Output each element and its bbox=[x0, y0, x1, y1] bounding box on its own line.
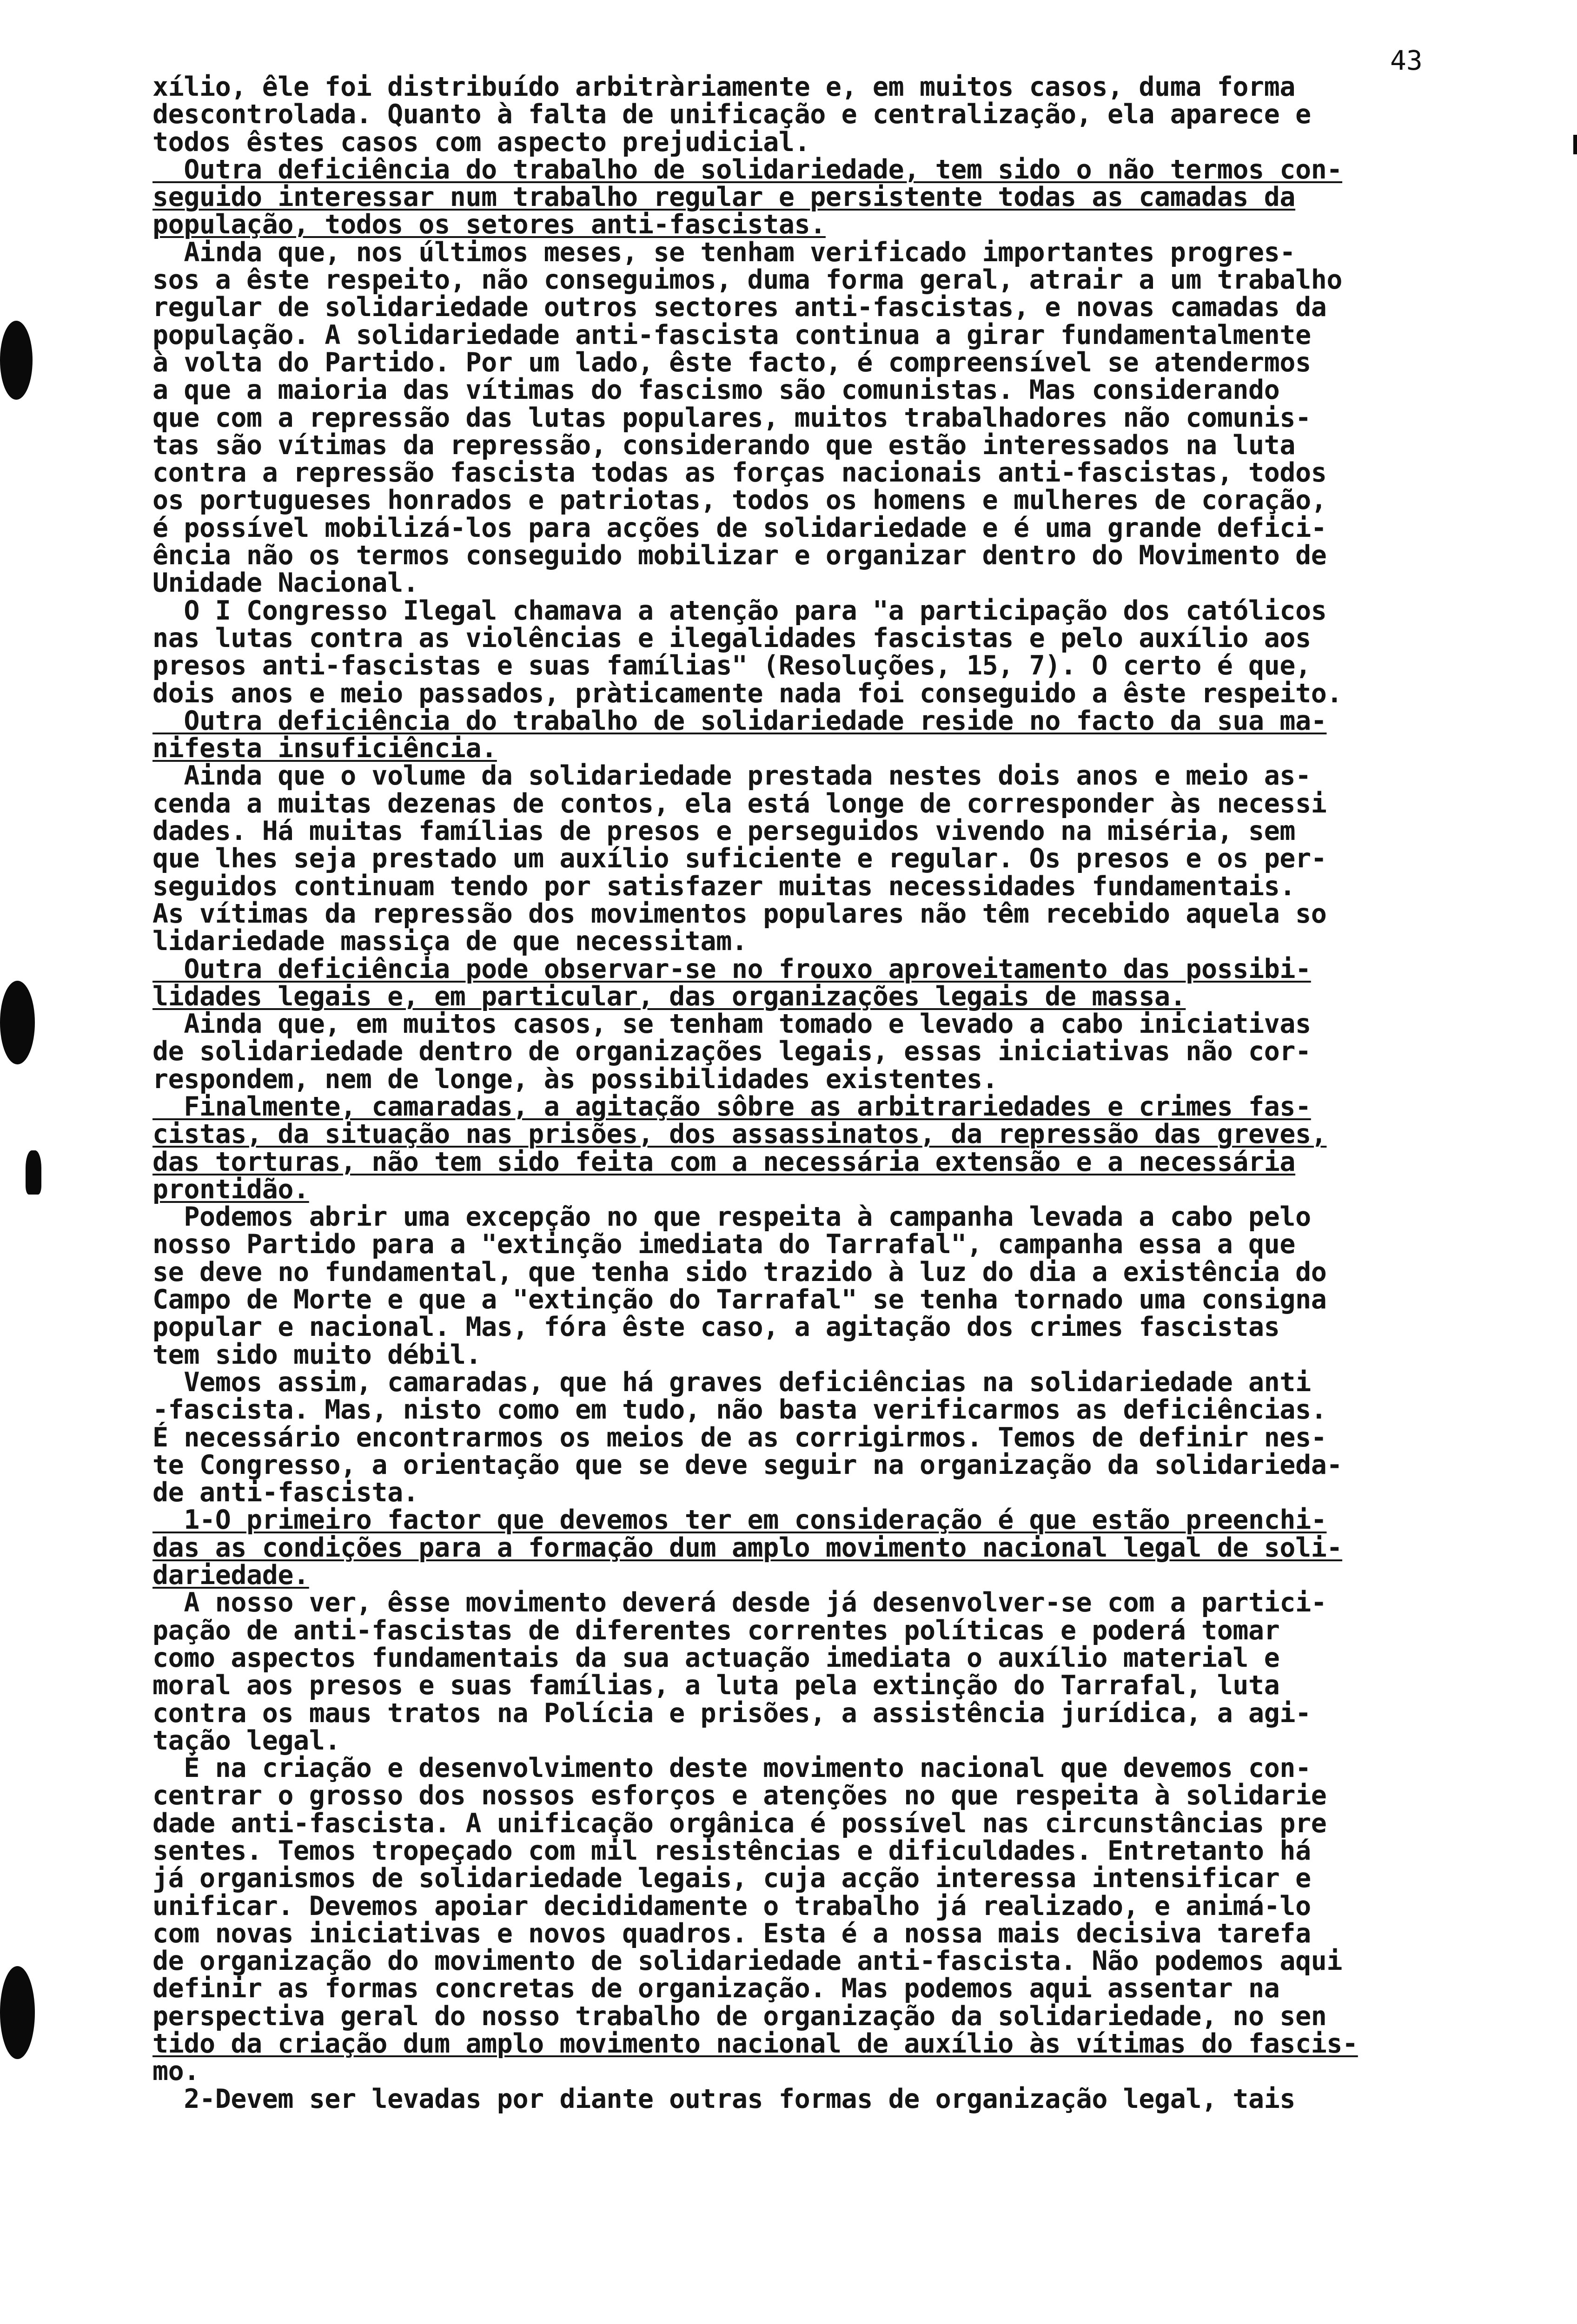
text-line: todos êstes casos com aspecto prejudicial. bbox=[152, 126, 810, 158]
text-line: Finalmente, camaradas, a agitação sôbre as arbitrariedades e crimes fas- bbox=[152, 1091, 1311, 1122]
binder-hole-mark bbox=[0, 321, 33, 400]
text-line: presos anti-fascistas e suas famílias" (Resoluções, 15, 7). O certo é que, bbox=[152, 650, 1311, 681]
text-line: respondem, nem de longe, às possibilidades existentes. bbox=[152, 1063, 998, 1095]
text-line: Outra deficiência pode observar-se no frouxo aproveitamento das possibi- bbox=[152, 953, 1311, 984]
text-line: Ainda que, em muitos casos, se tenham tomado e levado a cabo iniciativas bbox=[152, 1009, 1311, 1040]
text-line: cistas, da situação nas prisões, dos assassinatos, da repressão das greves, bbox=[152, 1119, 1327, 1150]
text-line: tas são vítimas da repressão, considerando que estão interessados na luta bbox=[152, 429, 1296, 461]
text-line: dade anti-fascista. A unificação orgânica é possível nas circunstâncias pre bbox=[152, 1808, 1327, 1839]
text-line: Ainda que o volume da solidariedade prestada nestes dois anos e meio as- bbox=[152, 760, 1311, 792]
text-line: que lhes seja prestado um auxílio suficiente e regular. Os presos e os per- bbox=[152, 843, 1327, 874]
text-line: com novas iniciativas e novos quadros. Esta é a nossa mais decisiva tarefa bbox=[152, 1918, 1311, 1949]
text-line: nifesta insuficiência. bbox=[152, 733, 497, 764]
text-line: ência não os termos conseguido mobilizar e organizar dentro do Movimento de bbox=[152, 540, 1327, 571]
binder-hole-mark bbox=[0, 981, 35, 1064]
text-line: de solidariedade dentro de organizações legais, essas iniciativas não cor- bbox=[152, 1036, 1311, 1067]
text-line: das torturas, não tem sido feita com a necessária extensão e a necessária bbox=[152, 1146, 1296, 1177]
text-line: que com a repressão das lutas populares, muitos trabalhadores não comunis- bbox=[152, 402, 1311, 433]
text-line: É na criação e desenvolvimento deste movimento nacional que devemos con- bbox=[152, 1753, 1311, 1784]
text-line: dariedade. bbox=[152, 1560, 309, 1591]
text-line: Outra deficiência do trabalho de solidariedade, tem sido o não termos con- bbox=[152, 154, 1343, 185]
text-line: dades. Há muitas famílias de presos e perseguidos vivendo na miséria, sem bbox=[152, 816, 1296, 847]
text-line: seguidos continuam tendo por satisfazer muitas necessidades fundamentais. bbox=[152, 871, 1296, 902]
text-line: seguido interessar num trabalho regular e persistente todas as camadas da bbox=[152, 182, 1296, 213]
text-line: a que a maioria das vítimas do fascismo são comunistas. Mas considerando bbox=[152, 375, 1280, 406]
text-line: população. A solidariedade anti-fascista continua a girar fundamentalmente bbox=[152, 319, 1311, 350]
text-line: mo. bbox=[152, 2056, 200, 2087]
text-line: sentes. Temos tropeçado com mil resistências e dificuldades. Entretanto há bbox=[152, 1835, 1311, 1866]
text-line: 2-Devem ser levadas por diante outras formas de organização legal, tais bbox=[152, 2083, 1296, 2114]
text-line: como aspectos fundamentais da sua actuação imediata o auxílio material e bbox=[152, 1642, 1280, 1673]
text-line: lidariedade massiça de que necessitam. bbox=[152, 926, 748, 957]
text-line: é possível mobilizá-los para acções de solidariedade e é uma grande defici- bbox=[152, 512, 1327, 543]
text-line: já organismos de solidariedade legais, cuja acção interessa intensificar e bbox=[152, 1863, 1311, 1894]
text-line: O I Congresso Ilegal chamava a atenção para "a participação dos católicos bbox=[152, 595, 1327, 626]
text-line: de organização do movimento de solidariedade anti-fascista. Não podemos aqui bbox=[152, 1946, 1343, 1977]
text-line: Unidade Nacional. bbox=[152, 568, 419, 599]
text-line: As vítimas da repressão dos movimentos populares não têm recebido aquela so bbox=[152, 898, 1327, 929]
text-line: tação legal. bbox=[152, 1725, 341, 1756]
text-line: de anti-fascista. bbox=[152, 1477, 419, 1508]
text-line: prontidão. bbox=[152, 1174, 309, 1205]
binder-hole-mark bbox=[26, 1150, 41, 1195]
text-line: contra a repressão fascista todas as forças nacionais anti-fascistas, todos bbox=[152, 457, 1327, 489]
text-line: tem sido muito débil. bbox=[152, 1339, 482, 1370]
text-line: popular e nacional. Mas, fóra êste caso, a agitação dos crimes fascistas bbox=[152, 1312, 1280, 1343]
text-line: os portugueses honrados e patriotas, todos os homens e mulheres de coração, bbox=[152, 485, 1327, 516]
text-line: centrar o grosso dos nossos esforços e atenções no que respeita à solidarie bbox=[152, 1780, 1327, 1811]
text-line: Podemos abrir uma excepção no que respeita à campanha levada a cabo pelo bbox=[152, 1202, 1311, 1233]
text-line: nosso Partido para a "extinção imediata do Tarrafal", campanha essa a que bbox=[152, 1229, 1296, 1260]
text-line: regular de solidariedade outros sectores anti-fascistas, e novas camadas da bbox=[152, 292, 1327, 323]
text-line: Ainda que, nos últimos meses, se tenham verificado importantes progres- bbox=[152, 237, 1296, 268]
text-line: nas lutas contra as violências e ilegalidades fascistas e pelo auxílio aos bbox=[152, 622, 1311, 654]
text-line: te Congresso, a orientação que se deve seguir na organização da solidarieda- bbox=[152, 1449, 1343, 1480]
typewritten-text-body bbox=[152, 73, 1543, 2113]
text-line: Campo de Morte e que a "extinção do Tarrafal" se tenha tornado uma consigna bbox=[152, 1284, 1327, 1315]
text-line: A nosso ver, êsse movimento deverá desde já desenvolver-se com a partici- bbox=[152, 1587, 1327, 1618]
text-line: 1-O primeiro factor que devemos ter em consideração é que estão preenchi- bbox=[152, 1505, 1327, 1536]
text-line: perspectiva geral do nosso trabalho de organização da solidariedade, no sen bbox=[152, 2000, 1327, 2032]
text-line: sos a êste respeito, não conseguimos, duma forma geral, atrair a um trabalho bbox=[152, 264, 1343, 296]
text-line: tido da criação dum amplo movimento nacional de auxílio às vítimas do fascis- bbox=[152, 2028, 1358, 2060]
binder-hole-mark bbox=[0, 1966, 35, 2059]
text-line: moral aos presos e suas famílias, a luta pela extinção do Tarrafal, luta bbox=[152, 1670, 1280, 1701]
text-line: das as condições para a formação dum amplo movimento nacional legal de soli- bbox=[152, 1532, 1343, 1563]
text-line: se deve no fundamental, que tenha sido trazido à luz do dia a existência do bbox=[152, 1256, 1327, 1287]
text-line: É necessário encontrarmos os meios de as corrigirmos. Temos de definir nes- bbox=[152, 1422, 1327, 1453]
text-line: dois anos e meio passados, pràticamente nada foi conseguido a êste respeito. bbox=[152, 678, 1343, 709]
text-line: Outra deficiência do trabalho de solidariedade reside no facto da sua ma- bbox=[152, 705, 1327, 736]
text-line: -fascista. Mas, nisto como em tudo, não basta verificarmos as deficiências. bbox=[152, 1394, 1327, 1426]
binder-hole-mark bbox=[1573, 135, 1577, 154]
text-line: à volta do Partido. Por um lado, êste facto, é compreensível se atendermos bbox=[152, 347, 1311, 378]
text-line: Vemos assim, camaradas, que há graves deficiências na solidariedade anti bbox=[152, 1367, 1311, 1398]
text-line: pação de anti-fascistas de diferentes correntes políticas e poderá tomar bbox=[152, 1615, 1280, 1646]
text-line: definir as formas concretas de organização. Mas podemos aqui assentar na bbox=[152, 1973, 1280, 2004]
text-line: cenda a muitas dezenas de contos, ela está longe de corresponder às necessi bbox=[152, 788, 1327, 819]
text-line: xílio, êle foi distribuído arbitràriamente e, em muitos casos, duma forma bbox=[152, 72, 1296, 102]
page-number: 43 bbox=[1390, 45, 1423, 76]
text-line: população, todos os setores anti-fascistas. bbox=[152, 209, 826, 240]
text-line: unificar. Devemos apoiar decididamente o trabalho já realizado, e animá-lo bbox=[152, 1890, 1311, 1921]
text-line: contra os maus tratos na Polícia e prisões, a assistência jurídica, a agi- bbox=[152, 1697, 1311, 1729]
text-line: lidades legais e, em particular, das organizações legais de massa. bbox=[152, 981, 1186, 1012]
text-line: descontrolada. Quanto à falta de unificação e centralização, ela aparece e bbox=[152, 99, 1311, 130]
